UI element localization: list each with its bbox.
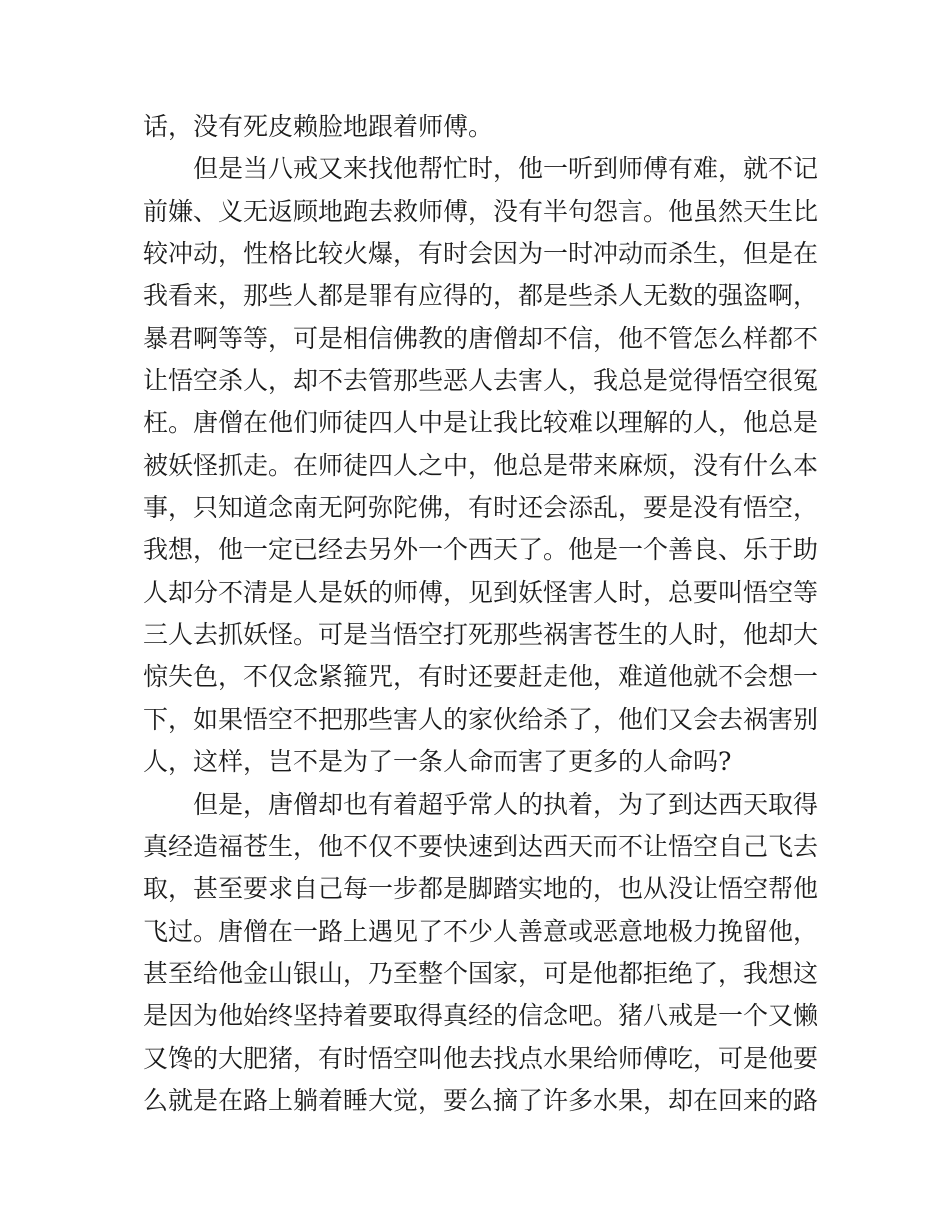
text-line: 被妖怪抓走。在师徒四人之中，他总是带来麻烦，没有什么本 — [143, 450, 818, 480]
text-line: 前嫌、义无返顾地跑去救师傅，没有半句怨言。他虽然天生比 — [143, 196, 818, 226]
text-line: 人却分不清是人是妖的师傅，见到妖怪害人时，总要叫悟空等 — [143, 577, 818, 607]
text-line: 让悟空杀人，却不去管那些恶人去害人，我总是觉得悟空很冤 — [143, 366, 818, 396]
text-line: 真经造福苍生，他不仅不要快速到达西天而不让悟空自己飞去 — [143, 831, 818, 861]
text-line: 人，这样，岂不是为了一条人命而害了更多的人命吗? — [143, 747, 732, 777]
text-line: 事，只知道念南无阿弥陀佛，有时还会添乱，要是没有悟空， — [143, 493, 818, 523]
text-line: 是因为他始终坚持着要取得真经的信念吧。猪八戒是一个又懒 — [143, 1001, 818, 1031]
text-line: 么就是在路上躺着睡大觉，要么摘了许多水果，却在回来的路 — [143, 1085, 818, 1115]
text-line: 但是，唐僧却也有着超乎常人的执着，为了到达西天取得 — [193, 789, 818, 819]
text-line: 下，如果悟空不把那些害人的家伙给杀了，他们又会去祸害别 — [143, 704, 818, 734]
text-line: 取，甚至要求自己每一步都是脚踏实地的，也从没让悟空帮他 — [143, 874, 818, 904]
body-text — [143, 106, 818, 1122]
text-line: 又馋的大肥猪，有时悟空叫他去找点水果给师傅吃，可是他要 — [143, 1043, 818, 1073]
text-line: 惊失色，不仅念紧箍咒，有时还要赶走他，难道他就不会想一 — [143, 662, 818, 692]
text-line: 飞过。唐僧在一路上遇见了不少人善意或恶意地极力挽留他， — [143, 916, 818, 946]
text-line: 三人去抓妖怪。可是当悟空打死那些祸害苍生的人时，他却大 — [143, 620, 818, 650]
text-line: 我想，他一定已经去另外一个西天了。他是一个善良、乐于助 — [143, 535, 818, 565]
text-line: 我看来，那些人都是罪有应得的，都是些杀人无数的强盗啊， — [143, 281, 818, 311]
text-line: 但是当八戒又来找他帮忙时，他一听到师傅有难，就不记 — [193, 154, 818, 184]
text-line: 枉。唐僧在他们师徒四人中是让我比较难以理解的人，他总是 — [143, 408, 818, 438]
text-line: 较冲动，性格比较火爆，有时会因为一时冲动而杀生，但是在 — [143, 239, 818, 269]
text-line: 话，没有死皮赖脸地跟着师傅。 — [143, 112, 494, 141]
text-line: 甚至给他金山银山，乃至整个国家，可是他都拒绝了，我想这 — [143, 958, 818, 988]
text-line: 暴君啊等等，可是相信佛教的唐僧却不信，他不管怎么样都不 — [143, 323, 818, 353]
